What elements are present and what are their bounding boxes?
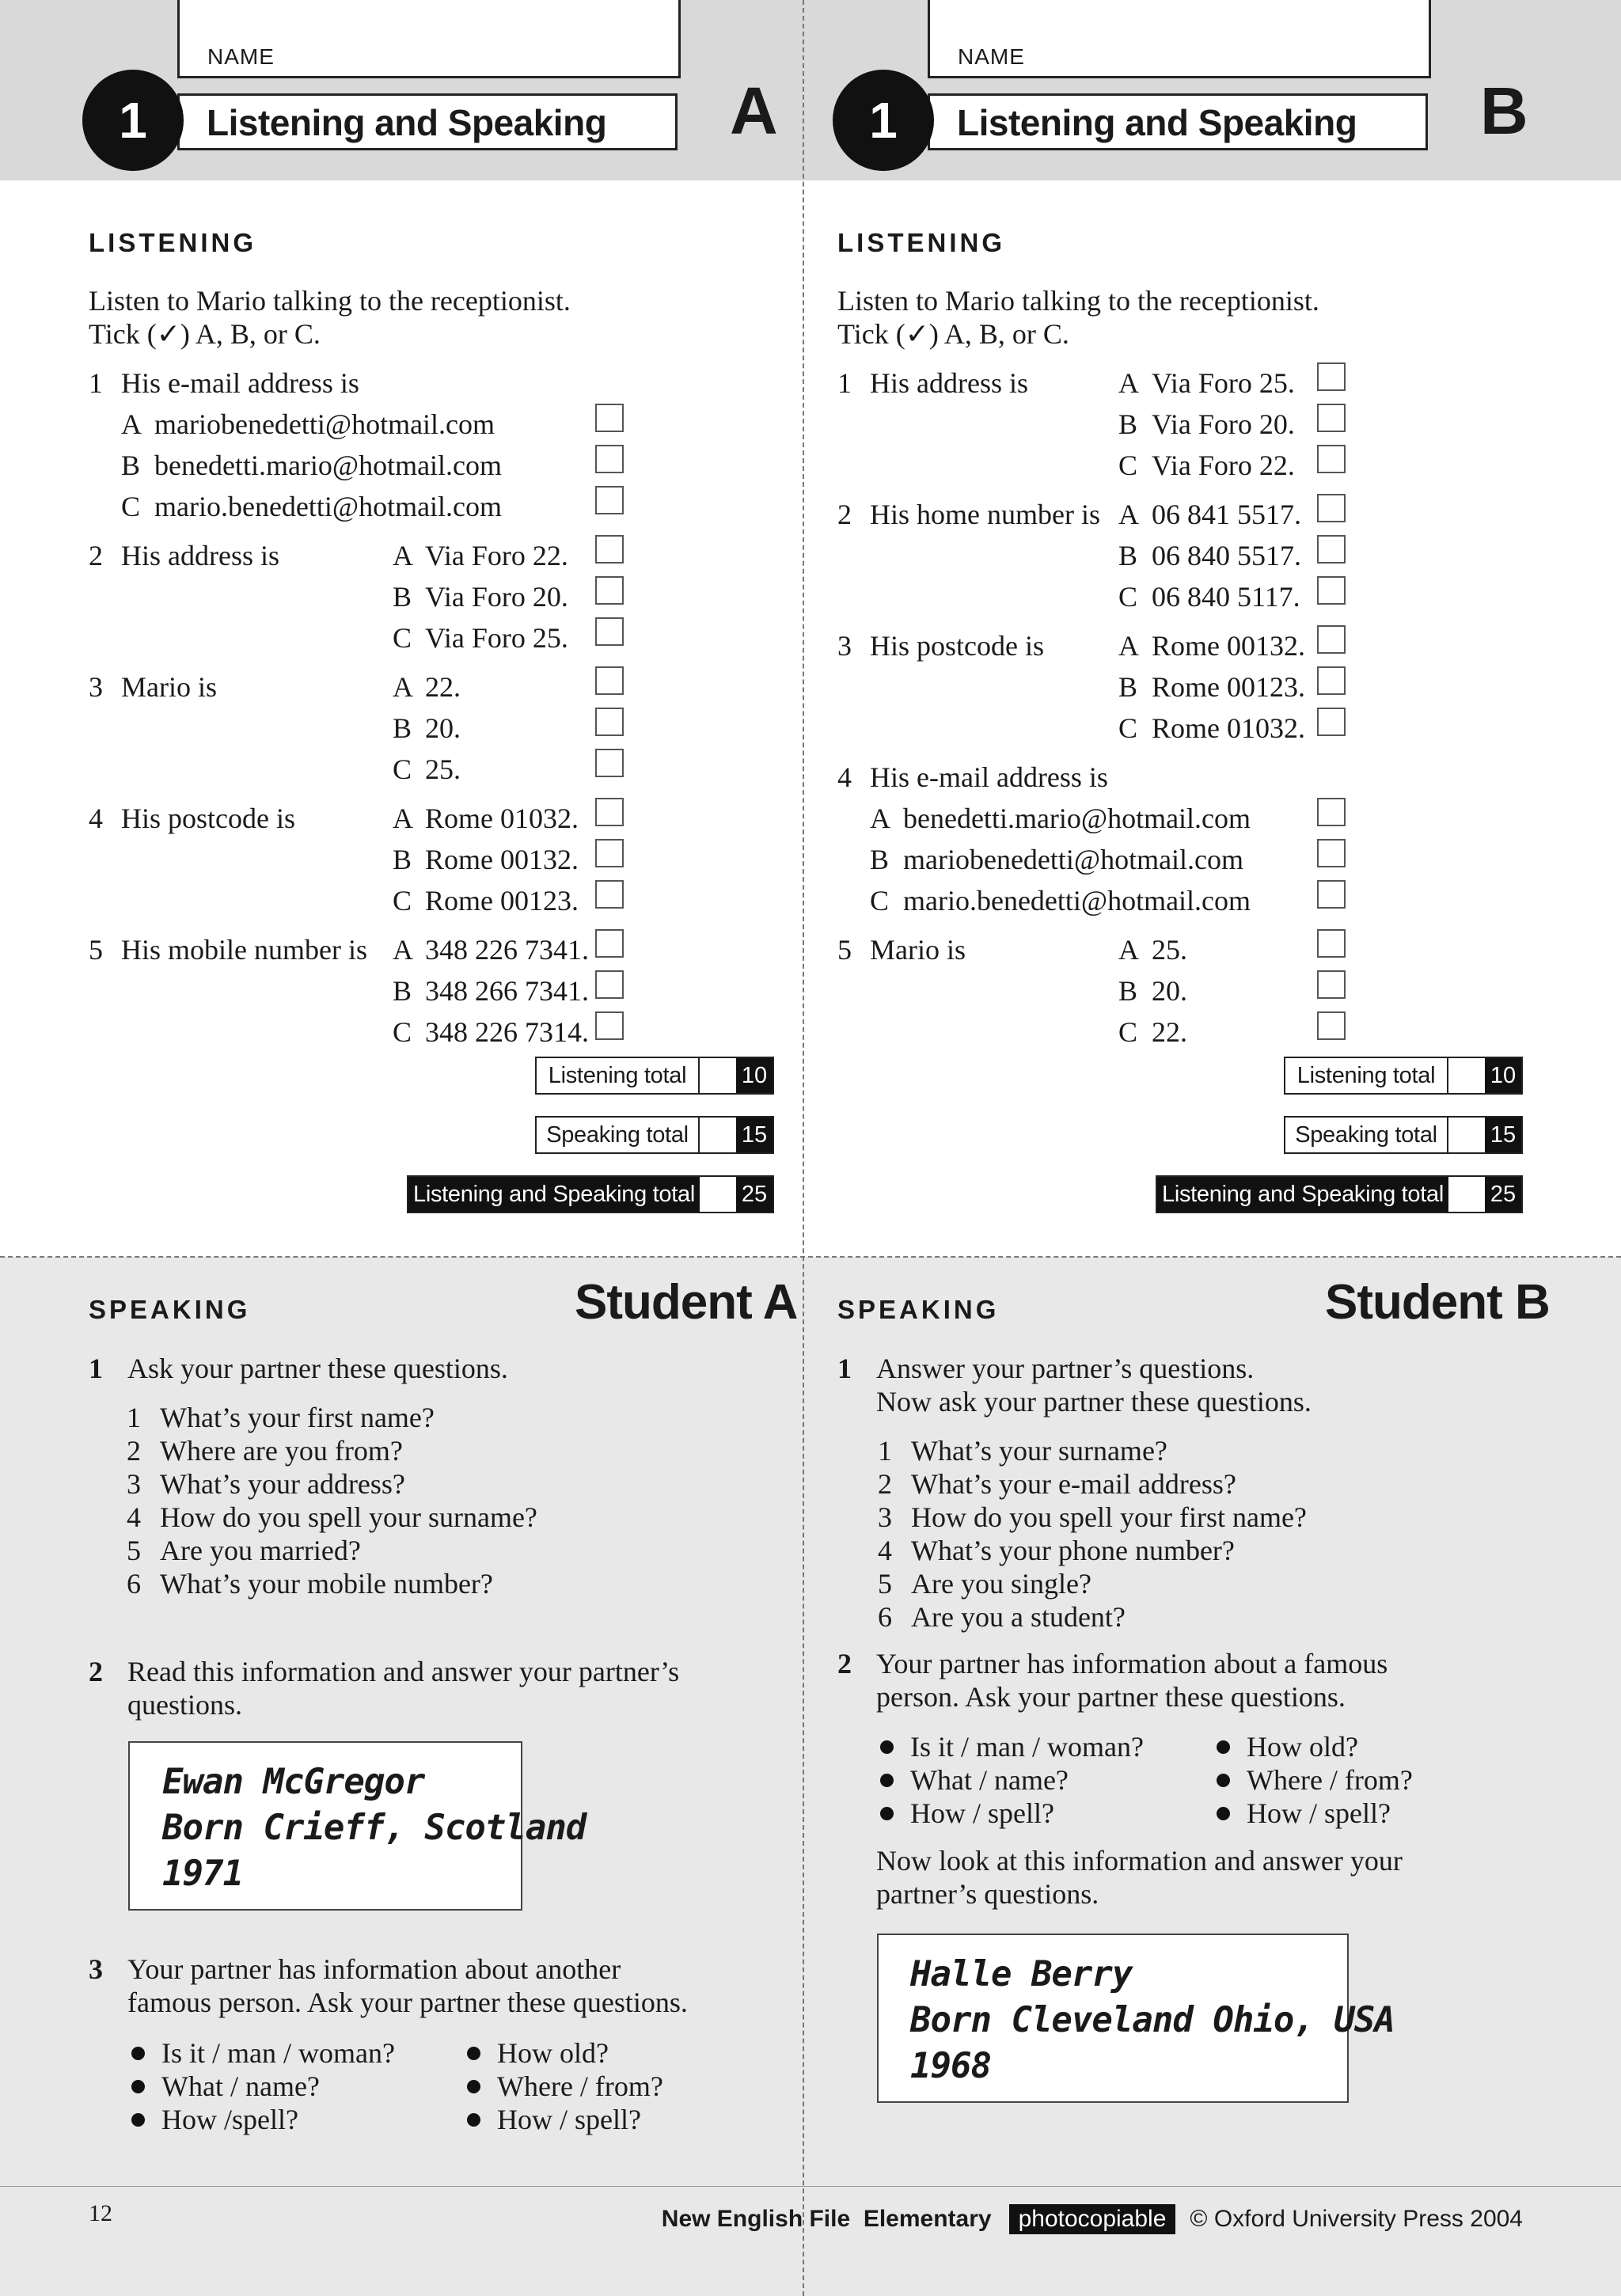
option-letter: C: [870, 885, 890, 917]
version-letter-b: B: [1480, 74, 1528, 148]
tick-box[interactable]: [595, 617, 624, 646]
option-text: Rome 01032.: [425, 803, 579, 834]
list-item: Are you single?: [911, 1568, 1091, 1600]
option-letter: A: [1118, 367, 1139, 399]
option-letter: B: [393, 712, 412, 744]
copyright: © Oxford University Press 2004: [1190, 2206, 1523, 2232]
option-text: Rome 00123.: [425, 885, 579, 917]
option-text: 348 226 7341.: [425, 934, 589, 966]
tick-box[interactable]: [595, 749, 624, 777]
listening-heading-a: LISTENING: [89, 228, 257, 257]
option-letter: A: [121, 408, 142, 440]
list-item: Are you married?: [160, 1535, 361, 1566]
option-letter: A: [393, 934, 413, 966]
speaking-heading-a: SPEAKING: [89, 1295, 251, 1324]
listening-total-label: Listening total: [1296, 1062, 1436, 1088]
tick-box[interactable]: [1317, 494, 1346, 522]
option-letter: B: [393, 581, 412, 613]
speaking-question-text: Your partner has information about a famous person. Ask your partner these questions.: [876, 1648, 1388, 1713]
speaking-question-number: 2: [89, 1656, 103, 1687]
name-label-a: NAME: [207, 44, 275, 69]
bullet-icon: [1217, 1740, 1230, 1754]
speaking-b-followup: Now look at this information and answer your partner’s questions.: [876, 1845, 1403, 1910]
tick-box[interactable]: [1317, 666, 1346, 695]
speaking-total-max: 15: [1485, 1118, 1521, 1152]
option-text: Rome 00123.: [1152, 671, 1305, 703]
bullet-list-a-left: Is it / man / woman? What / name? How /spell?: [131, 2036, 395, 2136]
tick-box[interactable]: [1317, 404, 1346, 432]
photocopiable-badge: photocopiable: [1009, 2204, 1176, 2234]
speaking-question-text: Ask your partner these questions.: [127, 1353, 508, 1384]
question-prompt: His postcode is: [870, 630, 1044, 662]
list-item: What’s your mobile number?: [160, 1568, 493, 1600]
bullet-list-b-right: How old? Where / from? How / spell?: [1217, 1730, 1413, 1830]
option-letter: C: [1118, 1016, 1138, 1048]
option-text: Rome 00132.: [1152, 630, 1305, 662]
page-title-a: Listening and Speaking: [177, 93, 678, 150]
tick-box[interactable]: [1317, 708, 1346, 736]
speaking-question-text: Read this information and answer your partner’s questions.: [127, 1656, 680, 1721]
option-letter: C: [1118, 450, 1138, 481]
list-item: Are you a student?: [911, 1601, 1126, 1633]
tick-box[interactable]: [595, 445, 624, 473]
option-letter: A: [1118, 499, 1139, 530]
option-letter: B: [1118, 671, 1138, 703]
tick-box[interactable]: [595, 970, 624, 999]
tick-box[interactable]: [595, 666, 624, 695]
bullet-icon: [880, 1807, 894, 1820]
option-text: 22.: [1152, 1016, 1187, 1048]
tick-box[interactable]: [595, 929, 624, 958]
combined-total-b: [1156, 1175, 1523, 1213]
unit-number-a: 1: [82, 70, 184, 171]
option-text: Rome 01032.: [1152, 712, 1305, 744]
option-letter: A: [1118, 630, 1139, 662]
combined-total-max: 25: [736, 1177, 773, 1212]
option-letter: B: [1118, 408, 1138, 440]
combined-total-a: [407, 1175, 774, 1213]
option-text: 25.: [1152, 934, 1187, 966]
question-number: 2: [837, 499, 852, 530]
tick-box[interactable]: [1317, 535, 1346, 564]
option-text: Rome 00132.: [425, 844, 579, 875]
option-text: 22.: [425, 671, 461, 703]
question-prompt: His mobile number is: [121, 934, 367, 966]
question-number: 1: [837, 367, 852, 399]
speaking-question-number: 1: [89, 1353, 103, 1384]
bullet-icon: [131, 2047, 145, 2060]
list-item: How do you spell your first name?: [911, 1501, 1307, 1533]
bullet-list-a-right: How old? Where / from? How / spell?: [467, 2036, 663, 2136]
option-letter: B: [393, 975, 412, 1007]
list-item: What’s your phone number?: [911, 1535, 1235, 1566]
speaking-total-label: Speaking total: [546, 1121, 689, 1148]
question-number: 3: [837, 630, 852, 662]
vertical-cut-line: [803, 0, 804, 2296]
option-text: Via Foro 22.: [1152, 450, 1295, 481]
book-title: New English File Elementary: [661, 2206, 992, 2232]
listening-heading-b: LISTENING: [837, 228, 1006, 257]
option-text: 348 266 7341.: [425, 975, 589, 1007]
speaking-question-number: 2: [837, 1648, 852, 1679]
option-text: Via Foro 20.: [1152, 408, 1295, 440]
bullet-icon: [131, 2080, 145, 2093]
option-text: mariobenedetti@hotmail.com: [154, 408, 495, 440]
horizontal-cut-line: [0, 1256, 1621, 1258]
list-item: What’s your first name?: [160, 1402, 435, 1433]
option-text: Via Foro 25.: [1152, 367, 1295, 399]
question-number: 2: [89, 540, 103, 571]
tick-box[interactable]: [595, 880, 624, 909]
speaking-question-number: 3: [89, 1953, 103, 1985]
student-b-heading: Student B: [1325, 1275, 1550, 1330]
speaking-heading-b: SPEAKING: [837, 1295, 1000, 1324]
tick-box[interactable]: [1317, 1011, 1346, 1040]
option-letter: A: [1118, 934, 1139, 966]
question-prompt: His address is: [870, 367, 1028, 399]
option-text: 06 840 5117.: [1152, 581, 1300, 613]
tick-box[interactable]: [1317, 362, 1346, 391]
info-card-b-text: Halle Berry Born Cleveland Ohio, USA 1968: [910, 1954, 1395, 2086]
question-number: 3: [89, 671, 103, 703]
question-prompt: His home number is: [870, 499, 1100, 530]
listening-instruction-b: Listen to Mario talking to the receptionist. Tick (✓) A, B, or C.: [837, 285, 1319, 350]
option-text: mario.benedetti@hotmail.com: [154, 491, 503, 522]
option-text: Via Foro 25.: [425, 622, 568, 654]
question-number: 1: [89, 367, 103, 399]
name-label-b: NAME: [958, 44, 1025, 69]
option-letter: B: [1118, 975, 1138, 1007]
option-letter: A: [870, 803, 890, 834]
bullet-icon: [1217, 1774, 1230, 1787]
option-letter: A: [393, 540, 413, 571]
listening-total-a: [535, 1057, 774, 1095]
question-number: 5: [837, 934, 852, 966]
bullet-icon: [131, 2113, 145, 2127]
option-text: 20.: [425, 712, 461, 744]
speaking-total-b: [1284, 1116, 1523, 1154]
option-letter: C: [121, 491, 141, 522]
tick-box[interactable]: [595, 708, 624, 736]
bullet-icon: [880, 1774, 894, 1787]
option-text: 06 841 5517.: [1152, 499, 1301, 530]
list-item: What’s your e-mail address?: [911, 1468, 1236, 1500]
bullet-list-b-left: Is it / man / woman? What / name? How / spell?: [880, 1730, 1144, 1830]
question-list-b: 1 What’s your surname? 2 What’s your e-mail address? 3 How do you spell your first name? 4 What’s your phone number? 5 Are you single? 6 Are you a student?: [878, 1435, 1307, 1633]
speaking-question-number: 1: [837, 1353, 852, 1384]
footer-credits: [662, 2204, 1523, 2234]
question-list-a: 1 What’s your first name? 2 Where are you from? 3 What’s your address? 4 How do you spell your surname? 5 Are you married? 6 What’s your mobile number?: [127, 1402, 537, 1600]
tick-box[interactable]: [1317, 970, 1346, 999]
combined-total-max: 25: [1485, 1177, 1521, 1212]
score-field[interactable]: [1447, 1118, 1485, 1152]
listening-total-label: Listening total: [548, 1062, 687, 1088]
speaking-total-max: 15: [736, 1118, 773, 1152]
bullet-icon: [1217, 1807, 1230, 1820]
list-item: How do you spell your surname?: [160, 1501, 537, 1533]
score-field[interactable]: [698, 1058, 736, 1093]
option-letter: C: [393, 622, 412, 654]
question-prompt: His e-mail address is: [870, 761, 1108, 793]
option-text: 348 226 7314.: [425, 1016, 589, 1048]
unit-number-b: 1: [833, 70, 934, 171]
option-text: 20.: [1152, 975, 1187, 1007]
page-title-b: Listening and Speaking: [928, 93, 1428, 150]
option-letter: C: [393, 1016, 412, 1048]
question-prompt: Mario is: [121, 671, 217, 703]
tick-box[interactable]: [1317, 625, 1346, 654]
score-field[interactable]: [1448, 1177, 1485, 1212]
version-letter-a: A: [730, 74, 778, 148]
student-a-heading: Student A: [575, 1275, 798, 1330]
tick-box[interactable]: [1317, 576, 1346, 605]
list-item: Where are you from?: [160, 1435, 403, 1467]
tick-box[interactable]: [595, 535, 624, 564]
speaking-total-label: Speaking total: [1295, 1121, 1437, 1148]
option-text: 06 840 5517.: [1152, 540, 1301, 571]
bullet-icon: [880, 1740, 894, 1754]
option-letter: A: [393, 671, 413, 703]
listening-total-max: 10: [1485, 1058, 1521, 1093]
tick-box[interactable]: [595, 486, 624, 514]
question-prompt: Mario is: [870, 934, 966, 966]
listening-total-b: [1284, 1057, 1523, 1095]
bullet-icon: [467, 2113, 480, 2127]
tick-box[interactable]: [1317, 839, 1346, 867]
tick-box[interactable]: [1317, 445, 1346, 473]
option-letter: C: [393, 885, 412, 917]
option-text: benedetti.mario@hotmail.com: [154, 450, 503, 481]
page-number: 12: [89, 2200, 112, 2226]
option-letter: B: [1118, 540, 1138, 571]
option-letter: B: [393, 844, 412, 875]
tick-box[interactable]: [595, 798, 624, 826]
question-prompt: His address is: [121, 540, 279, 571]
combined-total-label: Listening and Speaking total: [1162, 1181, 1444, 1207]
tick-box[interactable]: [595, 576, 624, 605]
option-letter: B: [121, 450, 141, 481]
tick-box[interactable]: [595, 404, 624, 432]
tick-box[interactable]: [595, 839, 624, 867]
question-number: 5: [89, 934, 103, 966]
bullet-icon: [467, 2080, 480, 2093]
question-number: 4: [89, 803, 103, 834]
question-prompt: His e-mail address is: [121, 367, 359, 399]
option-letter: C: [1118, 712, 1138, 744]
tick-box[interactable]: [1317, 798, 1346, 826]
option-text: Via Foro 20.: [425, 581, 568, 613]
info-card-a-text: Ewan McGregor Born Crieff, Scotland 1971: [162, 1762, 587, 1894]
speaking-question-text: Answer your partner’s questions. Now ask your partner these questions.: [876, 1353, 1312, 1417]
option-letter: B: [870, 844, 890, 875]
option-letter: C: [393, 753, 412, 785]
score-field[interactable]: [700, 1177, 736, 1212]
tick-box[interactable]: [595, 1011, 624, 1040]
score-field[interactable]: [698, 1118, 736, 1152]
listening-instruction-a: Listen to Mario talking to the receptionist. Tick (✓) A, B, or C.: [89, 285, 571, 350]
option-letter: C: [1118, 581, 1138, 613]
list-item: What’s your surname?: [911, 1435, 1167, 1467]
tick-box[interactable]: [1317, 880, 1346, 909]
option-text: mario.benedetti@hotmail.com: [903, 885, 1251, 917]
option-text: 25.: [425, 753, 461, 785]
question-number: 4: [837, 761, 852, 793]
combined-total-label: Listening and Speaking total: [413, 1181, 695, 1207]
speaking-total-a: [535, 1116, 774, 1154]
listening-total-max: 10: [736, 1058, 773, 1093]
question-prompt: His postcode is: [121, 803, 295, 834]
speaking-question-text: Your partner has information about another famous person. Ask your partner these questions.: [127, 1953, 688, 2018]
option-text: Via Foro 22.: [425, 540, 568, 571]
option-text: benedetti.mario@hotmail.com: [903, 803, 1251, 834]
option-text: mariobenedetti@hotmail.com: [903, 844, 1244, 875]
list-item: What’s your address?: [160, 1468, 405, 1500]
bullet-icon: [467, 2047, 480, 2060]
footer-rule: [0, 2186, 1621, 2187]
option-letter: A: [393, 803, 413, 834]
score-field[interactable]: [1447, 1058, 1485, 1093]
tick-box[interactable]: [1317, 929, 1346, 958]
